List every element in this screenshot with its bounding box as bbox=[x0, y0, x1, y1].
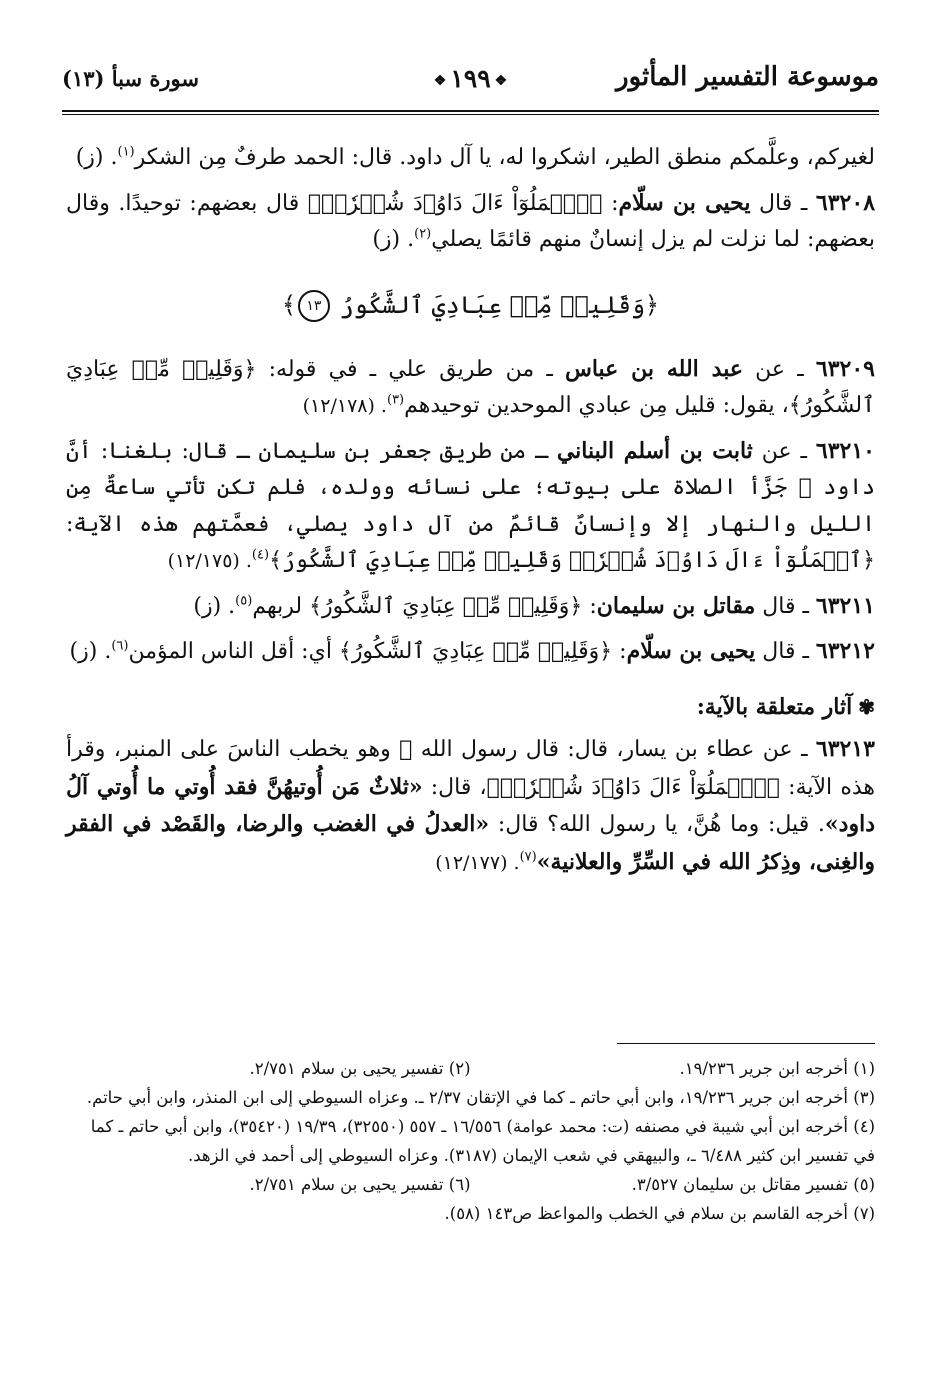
footnote-ref: (٦) bbox=[111, 638, 129, 654]
volume-reference: . (١٢/١٧٧) bbox=[435, 851, 520, 874]
athar-number: ٦٣٢١٣ bbox=[815, 736, 875, 762]
ayah-number-icon: ١٣ bbox=[298, 290, 330, 322]
volume-reference: . (١٢/١٧٥) bbox=[167, 550, 252, 572]
athar-number: ٦٣٢٠٨ bbox=[815, 189, 876, 216]
quran-quote: ﴿وَقَلِيلٞ مِّنۡ عِبَادِيَ ٱلشَّكُورُ﴾ bbox=[309, 593, 583, 619]
athar-number: ٦٣٢١٢ bbox=[815, 638, 875, 664]
narrator-name: يحيى بن سلّام bbox=[626, 638, 756, 664]
footnote-row bbox=[66, 1170, 875, 1199]
footnote-ref: (١) bbox=[117, 144, 135, 160]
footnote-6: (٦) تفسير يحيى بن سلام ٢/٧٥١. bbox=[249, 1175, 471, 1194]
paragraph-continuation: لغيركم، وعلَّمكم منطق الطير، اشكروا له، يا آل داود. قال: الحمد طرفٌ مِن الشكر$^{(١)}$. (ز) bbox=[75, 144, 875, 170]
narrator-name: مقاتل بن سليمان bbox=[596, 592, 756, 619]
athar-number: ٦٣٢١١ bbox=[815, 592, 875, 619]
footnote-ref: (٢) bbox=[414, 226, 432, 242]
ornament-icon: ❖ bbox=[433, 72, 447, 89]
ornament-icon: ❖ bbox=[494, 72, 508, 89]
quran-quote: ﴿ٱعۡمَلُوٓاْ ءَالَ دَاوُۥدَ شُكۡرٗاۚ وَقَلِيلٞ مِّنۡ عِبَادِيَ ٱلشَّكُورُ﴾ bbox=[269, 548, 875, 573]
athar-63208: ٦٣٢٠٨ ـ قال يحيى بن سلّام: ﴿ٱعۡمَلُوٓاْ ءَالَ دَاوُۥدَ شُكۡرٗاۚ﴾ قال بعضهم: توحيدًا. وقال بعضهم: لما نزلت لم يزل إنسانٌ منهم قائمًا يصلي$^{(٢)}$. (ز) bbox=[66, 189, 876, 252]
footnote-4: (٤) أخرجه ابن أبي شيبة في مصنفه (ت: محمد عوامة) ١٦/٥٥٦ ـ ٥٥٧ (٣٢٥٥٠)، ١٩/٣٩ (٣٥٤٢٠)، وابن أبي حاتم ـ كما في تفسير ابن كثير ٦/٤٨٨ ـ، والبيهقي في شعب الإيمان (٣١٨٧). وعزاه السيوطي إلى أحمد في الزهد. bbox=[90, 1117, 875, 1165]
athar-63213: ٦٣٢١٣ ـ عن عطاء بن يسار، قال: قال رسول الله ﷺ وهو يخطب الناسَ على المنبر، وقرأ هذه الآية: ﴿ٱعۡمَلُوٓاْ ءَالَ دَاوُۥدَ شُكۡرٗاۚ﴾، قال: «ثلاثٌ مَن أُوتيهُنَّ فقد أُوتي ما أُوتي آلُ داود». قيل: وما هُنَّ، يا رسول الله؟ قال: «العدلُ في الغضب والرضا، والقَصْد في الفقر والغِنى، وذِكرُ الله في السِّرِّ والعلانية»$^{(٧)}$. (١٢/١٧٧) bbox=[66, 736, 875, 875]
verse-heading: ﴿وَقَلِيلٞ مِّنۡ عِبَادِيَ ٱلشَّكُورُ ١٣﴾ bbox=[66, 285, 875, 325]
footnote-5: (٥) تفسير مقاتل بن سليمان ٣/٥٢٧. bbox=[631, 1175, 875, 1194]
quran-quote: ﴿وَقَلِيلٞ مِّنۡ عِبَادِيَ ٱلشَّكُورُ﴾ bbox=[338, 639, 613, 664]
footnote-ref: (٣) bbox=[386, 392, 405, 408]
hadith-text: «ثلاثٌ مَن أُوتيهُنَّ فقد أُوتي ما أُوتي آلُ داود» bbox=[66, 773, 875, 837]
narrator-name: ثابت بن أسلم البناني bbox=[556, 437, 753, 464]
footnote-3: (٣) أخرجه ابن جرير ١٩/٢٣٦، وابن أبي حاتم ـ كما في الإتقان ٢/٣٧ ـ. وعزاه السيوطي إلى ابن المنذر، وابن أبي حاتم. bbox=[86, 1088, 875, 1107]
footnote-divider bbox=[617, 1043, 875, 1044]
footnotes bbox=[66, 1054, 875, 1228]
footnote-7: (٧) أخرجه القاسم بن سلام في الخطب والمواعظ ص١٤٣ (٥٨). bbox=[444, 1204, 875, 1223]
narrator-name: عبد الله بن عباس bbox=[564, 355, 743, 382]
footnote-row bbox=[66, 1054, 875, 1083]
flower-icon: ✾ bbox=[858, 694, 875, 719]
quran-quote: ﴿ٱعۡمَلُوٓاْ ءَالَ دَاوُۥدَ شُكۡرٗاۚ﴾ bbox=[486, 774, 780, 800]
footnote-ref: (٧) bbox=[519, 849, 537, 865]
footnote-1: (١) أخرجه ابن جرير ١٩/٢٣٦. bbox=[679, 1059, 875, 1078]
athar-63210: ٦٣٢١٠ ـ عن ثابت بن أسلم البناني ـ من طريق جعفر بن سليمان ـ قال: بلغنا: أنَّ داود ﵇ جَزَّأ الصلاة على بيوته؛ على نسائه وولده، فلم تكن تأتي ساعةٌ مِن الليل والنهار إلا وإنسانٌ قائمٌ من آل داود يصلي، فعمَّتهم هذه الآية: ﴿ٱعۡمَلُوٓاْ ءَالَ دَاوُۥدَ شُكۡرٗاۚ وَقَلِيلٞ مِّنۡ عِبَادِيَ ٱلشَّكُورُ﴾$^{(٤)}$. (١٢/١٧٥) bbox=[66, 437, 875, 573]
footnote-2: (٢) تفسير يحيى بن سلام ٢/٧٥١. bbox=[249, 1059, 471, 1078]
athar-number: ٦٣٢١٠ bbox=[815, 437, 875, 464]
page-number-text: ١٩٩ bbox=[450, 64, 491, 93]
athar-63209: ٦٣٢٠٩ ـ عن عبد الله بن عباس ـ من طريق علي ـ في قوله: ﴿وَقَلِيلٞ مِّنۡ عِبَادِيَ ٱلشَّكُورُ﴾، يقول: قليل مِن عبادي الموحدين توحيدهم$^{(٣)}$. (١٢/١٧٨) bbox=[66, 355, 875, 418]
header-divider bbox=[62, 110, 879, 115]
page-number bbox=[430, 64, 511, 93]
volume-reference: . (١٢/١٧٨) bbox=[302, 395, 387, 417]
hadith-text: «العدلُ في الغضب والرضا، والقَصْد في الفقر والغِنى، وذِكرُ الله في السِّرِّ والعلانية» bbox=[66, 811, 875, 875]
narrator-name: يحيى بن سلّام bbox=[618, 189, 751, 216]
book-title: موسوعة التفسير المأثور bbox=[616, 62, 879, 92]
page-header bbox=[62, 62, 879, 108]
section-heading: ✾آثار متعلقة بالآية: bbox=[696, 693, 875, 720]
quran-quote: ﴿ٱعۡمَلُوٓاْ ءَالَ دَاوُۥدَ شُكۡرٗاۚ﴾ bbox=[307, 190, 603, 216]
athar-number: ٦٣٢٠٩ bbox=[815, 355, 875, 382]
footnote-ref: (٤) bbox=[251, 547, 270, 563]
quran-quote: ﴿وَقَلِيلٞ مِّنۡ عِبَادِيَ ٱلشَّكُورُ﴾ bbox=[66, 356, 875, 418]
surah-label: سورة سبأ (١٣) bbox=[62, 66, 199, 91]
main-text bbox=[66, 140, 875, 889]
footnote-ref: (٥) bbox=[235, 593, 253, 609]
athar-63212: ٦٣٢١٢ ـ قال يحيى بن سلّام: ﴿وَقَلِيلٞ مِّنۡ عِبَادِيَ ٱلشَّكُورُ﴾ أي: أقل الناس المؤمن$^{(٦)}$. (ز) bbox=[69, 638, 875, 664]
athar-63211: ٦٣٢١١ ـ قال مقاتل بن سليمان: ﴿وَقَلِيلٞ مِّنۡ عِبَادِيَ ٱلشَّكُورُ﴾ لربهم$^{(٥)}$. (ز) bbox=[193, 592, 875, 619]
